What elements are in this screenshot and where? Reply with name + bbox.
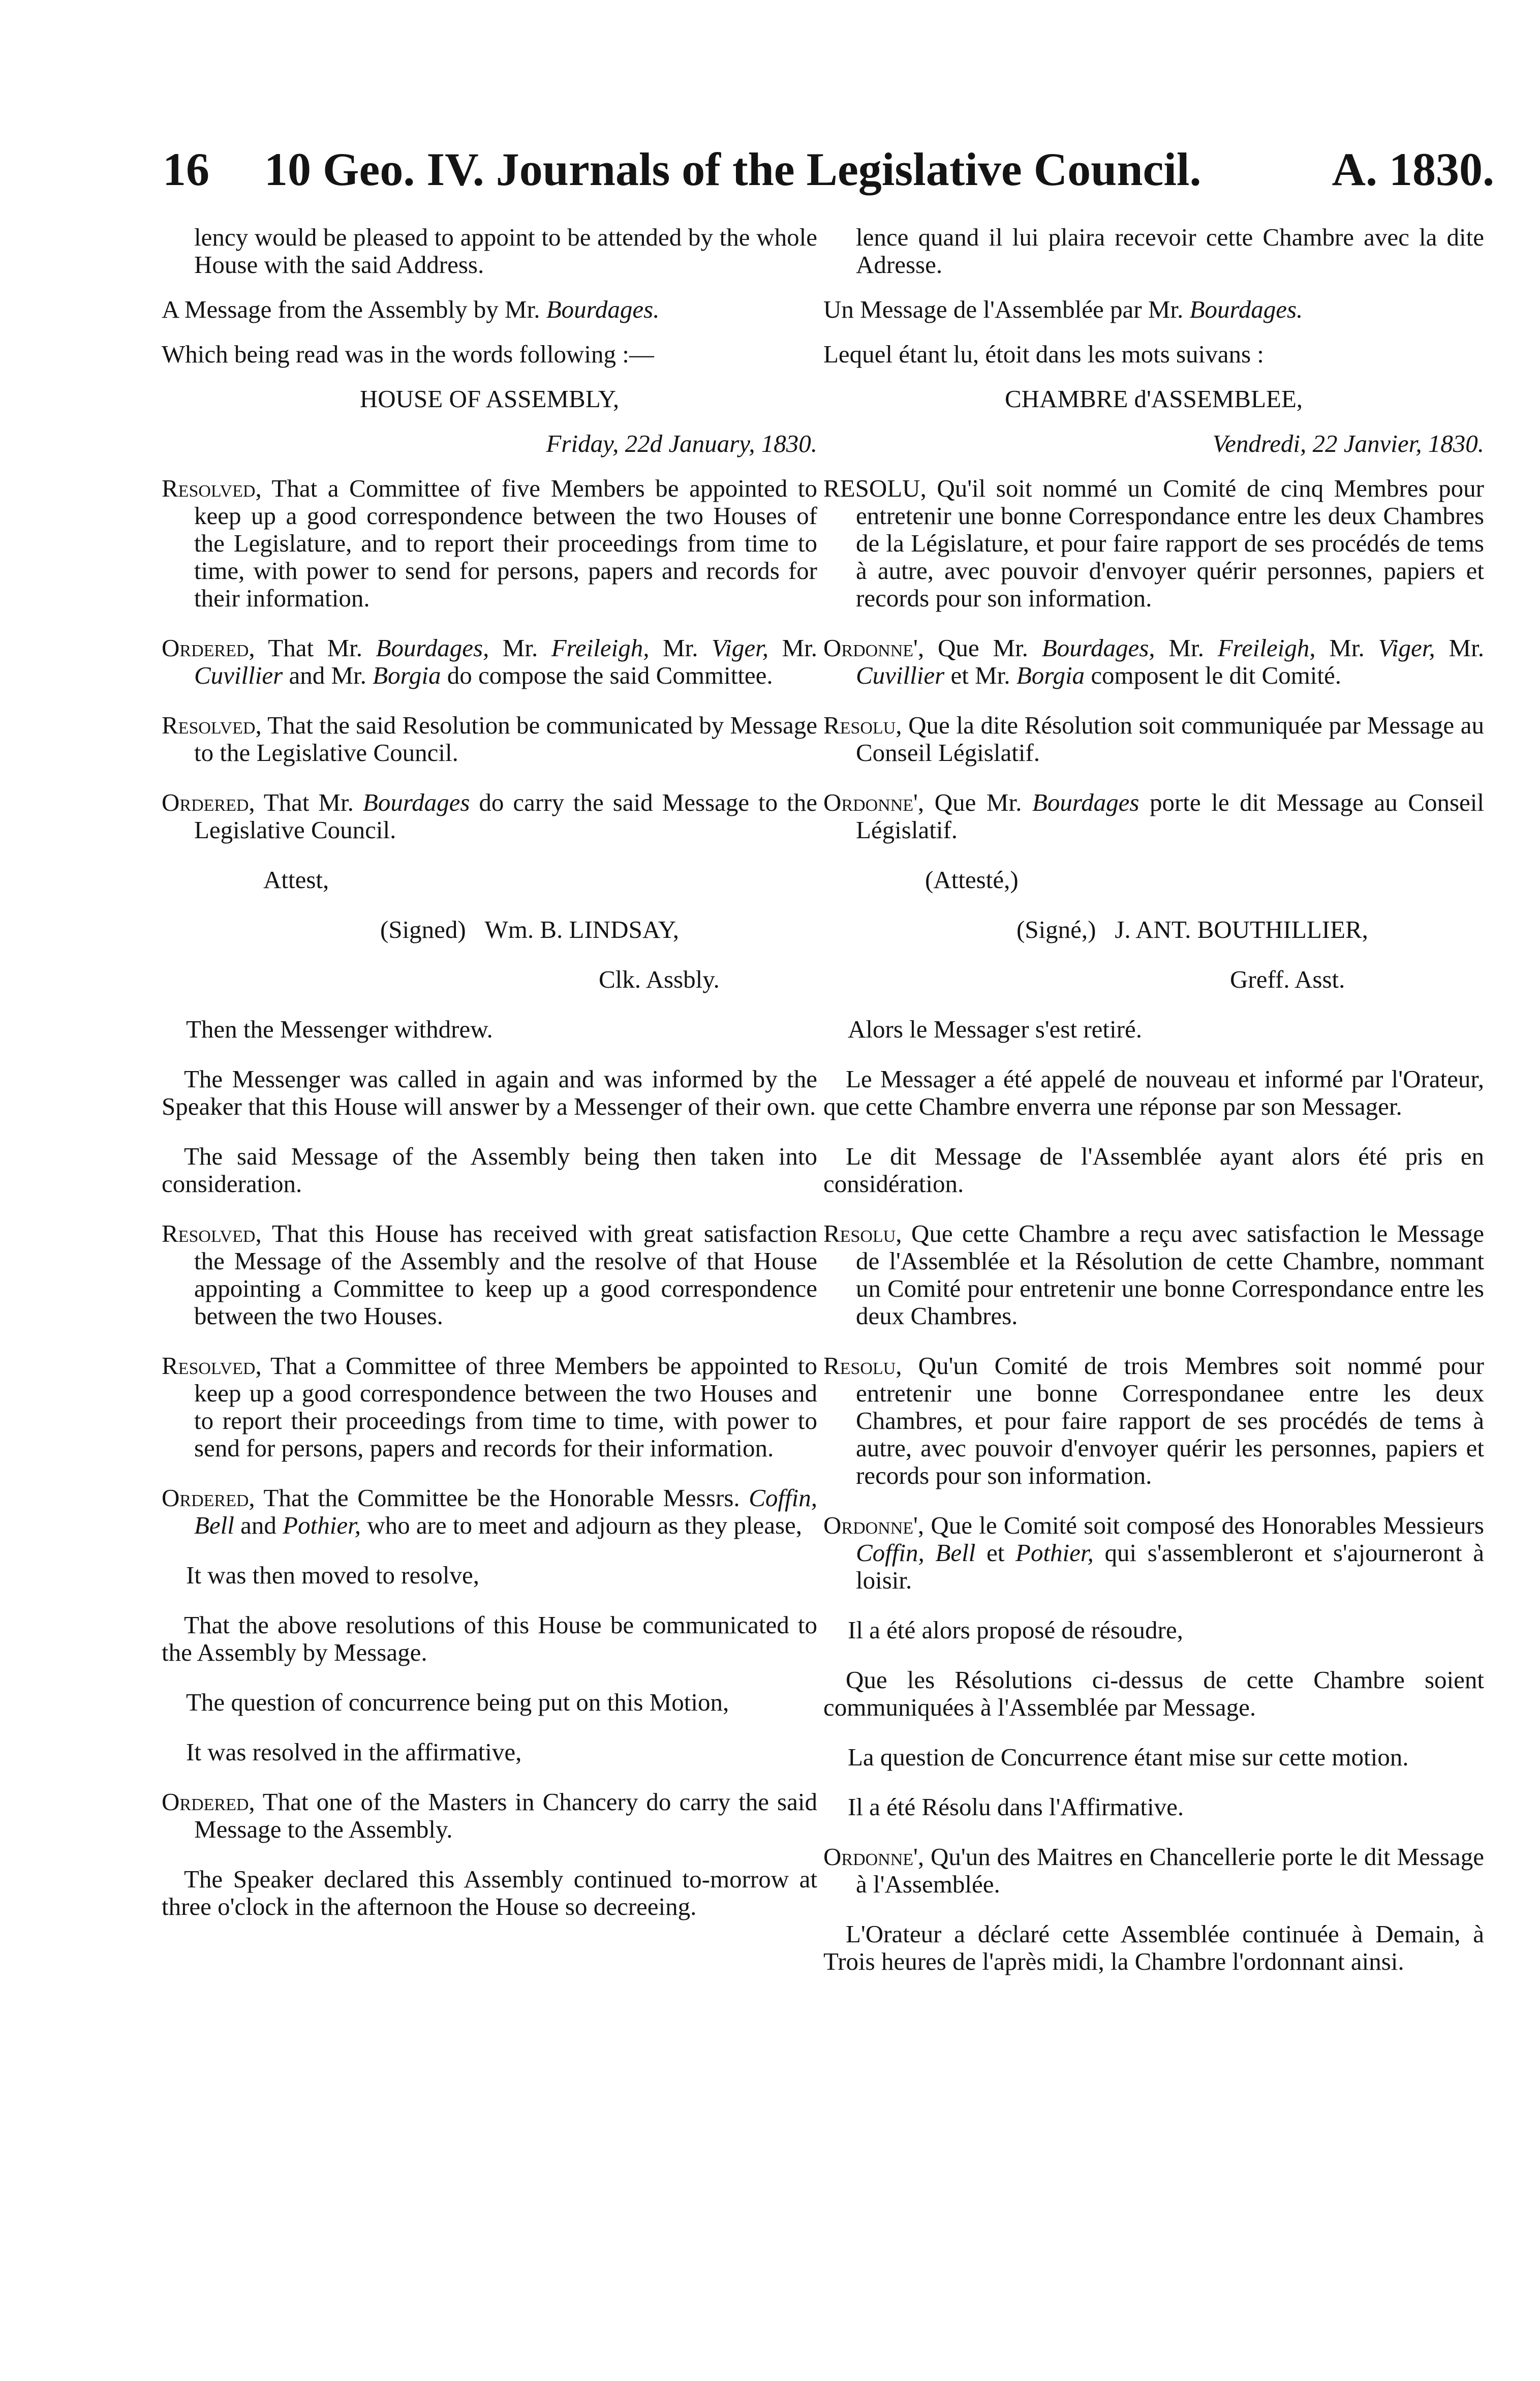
french-column <box>823 224 1484 1975</box>
order-carry-message: Ordonne', Que Mr. Bourdages porte le dit Message au Conseil Législatif. <box>823 788 1484 844</box>
resolution-committee-of-three: Resolu, Qu'un Comité de trois Membres soit nommé pour entretenir une bonne Correspondanee entre les deux Chambres, et pour faire rapport de ses procédés de tems à autre, avec pouvoir d'envoyer quérir les personnes, papiers et records pour son information. <box>823 1352 1484 1489</box>
paragraph-consideration: The said Message of the Assembly being then taken into consideration. <box>162 1142 817 1198</box>
clerk-title: Greff. Asst. <box>1230 965 1345 993</box>
paragraph-messenger-called-in: Le Messager a été appelé de nouveau et informé par l'Orateur, que cette Chambre enverra une réponse par son Messager. <box>823 1065 1484 1120</box>
running-header <box>163 141 1494 202</box>
heading-chambre-assemblee: CHAMBRE d'ASSEMBLEE, <box>1004 385 1303 413</box>
heading-house-of-assembly: HOUSE OF ASSEMBLY, <box>359 385 620 413</box>
paragraph-address-continuation: lence quand il lui plaira recevoir cette Chambre avec la dite Adresse. <box>856 223 1484 279</box>
paragraph-messenger-called-in: The Messenger was called in again and was informed by the Speaker that this House will answer by a Messenger of their own. <box>162 1065 817 1120</box>
attest-label: Attest, <box>263 866 329 894</box>
order-committee-members: Ordonne', Que Mr. Bourdages, Mr. Freileigh, Mr. Viger, Mr. Cuvillier et Mr. Borgia composent le dit Comité. <box>823 634 1484 689</box>
header-year: A. 1830. <box>1332 143 1494 195</box>
attest-label: (Attesté,) <box>925 866 1019 894</box>
order-committee-honorables: Ordonne', Que le Comité soit composé des Honorables Messieurs Coffin, Bell et Pothier, qui s'assembleront et s'ajourneront à loisir. <box>823 1511 1484 1594</box>
resolution-communicate: Resolu, Que la dite Résolution soit communiquée par Message au Conseil Législatif. <box>823 711 1484 767</box>
paragraph-moved-to-resolve: It was then moved to resolve, <box>186 1561 479 1589</box>
resolution-committee-of-three: Resolved, That a Committee of three Members be appointed to keep up a good correspondence between the two Houses and to report their proceedings from time to time, with power to send for persons, papers and records for their information. <box>162 1352 817 1462</box>
clerk-title: Clk. Assbly. <box>599 965 720 993</box>
paragraph-resolutions-communicated: Que les Résolutions ci-dessus de cette Chambre soient communiquées à l'Assemblée par Message. <box>823 1666 1484 1721</box>
paragraph-resolved-affirmative: Il a été Résolu dans l'Affirmative. <box>848 1793 1184 1821</box>
paragraph-message-from-assembly: Un Message de l'Assemblée par Mr. Bourdages. <box>823 295 1303 323</box>
paragraph-address-continuation: lency would be pleased to appoint to be attended by the whole House with the said Address. <box>194 223 817 279</box>
paragraph-question-concurrence: The question of concurrence being put on this Motion, <box>186 1688 729 1716</box>
resolution-committee-of-five: RESOLU, Qu'il soit nommé un Comité de cinq Membres pour entretenir une bonne Correspondance entre les deux Chambres de la Législature, et pour faire rapport de ses procédés de tems à autre, avec pouvoir d'envoyer quérir personnes, papiers et records pour son information. <box>823 474 1484 612</box>
resolution-received-satisfaction: Resolu, Que cette Chambre a reçu avec satisfaction le Message de l'Assemblée et la Résolution de cette Chambre, nommant un Comité pour entretenir une bonne Correspondance entre les deux Chambres. <box>823 1219 1484 1330</box>
paragraph-which-being-read: Lequel étant lu, étoit dans les mots suivans : <box>823 340 1264 368</box>
paragraph-consideration: Le dit Message de l'Assemblée ayant alors été pris en considération. <box>823 1142 1484 1198</box>
order-committee-honorable-messrs: Ordered, That the Committee be the Honorable Messrs. Coffin, Bell and Pothier, who are to meet and adjourn as they please, <box>162 1484 817 1539</box>
paragraph-resolutions-communicated: That the above resolutions of this House be communicated to the Assembly by Message. <box>162 1611 817 1666</box>
paragraph-which-being-read: Which being read was in the words following :— <box>162 340 654 368</box>
paragraph-speaker-adjourned: L'Orateur a déclaré cette Assemblée continuée à Demain, à Trois heures de l'après midi, la Chambre l'ordonnant ainsi. <box>823 1920 1484 1975</box>
paragraph-messenger-withdrew: Alors le Messager s'est retiré. <box>848 1015 1142 1043</box>
signature-line: (Signé,) J. ANT. BOUTHILLIER, <box>1017 915 1368 943</box>
resolution-communicate: Resolved, That the said Resolution be communicated by Message to the Legislative Council. <box>162 711 817 767</box>
paragraph-moved-to-resolve: Il a été alors proposé de résoudre, <box>848 1616 1183 1644</box>
order-carry-message: Ordered, That Mr. Bourdages do carry the said Message to the Legislative Council. <box>162 788 818 844</box>
resolution-received-satisfaction: Resolved, That this House has received with great satisfaction the Message of the Assembly and the resolve of that House appointing a Committee to keep up a good correspondence between the two Houses. <box>162 1219 817 1330</box>
paragraph-resolved-affirmative: It was resolved in the affirmative, <box>186 1738 522 1766</box>
assembly-date: Vendredi, 22 Janvier, 1830. <box>1212 430 1484 457</box>
paragraph-messenger-withdrew: Then the Messenger withdrew. <box>186 1015 493 1043</box>
signature-line: (Signed) Wm. B. LINDSAY, <box>380 915 680 943</box>
header-title: 10 Geo. IV. Journals of the Legislative Council. <box>264 143 1202 195</box>
order-masters-in-chancery: Ordonne', Qu'un des Maitres en Chancellerie porte le dit Message à l'Assemblée. <box>823 1843 1484 1898</box>
order-committee-members: Ordered, That Mr. Bourdages, Mr. Freileigh, Mr. Viger, Mr. Cuvillier and Mr. Borgia do compose the said Committee. <box>162 634 817 689</box>
paragraph-question-concurrence: La question de Concurrence étant mise sur cette motion. <box>848 1743 1409 1771</box>
order-masters-in-chancery: Ordered, That one of the Masters in Chancery do carry the said Message to the Assembly. <box>162 1788 817 1843</box>
paragraph-speaker-adjourned: The Speaker declared this Assembly continued to-morrow at three o'clock in the afternoon the House so decreeing. <box>162 1865 817 1920</box>
paragraph-message-from-assembly: A Message from the Assembly by Mr. Bourdages. <box>162 295 660 323</box>
page-number: 16 <box>163 143 209 195</box>
resolution-committee-of-five: Resolved, That a Committee of five Members be appointed to keep up a good correspondence between the two Houses of the Legislature, and to report their proceedings from time to time, with power to send for persons, papers and records for their information. <box>162 474 817 612</box>
english-column <box>162 224 817 1920</box>
assembly-date: Friday, 22d January, 1830. <box>546 430 817 457</box>
